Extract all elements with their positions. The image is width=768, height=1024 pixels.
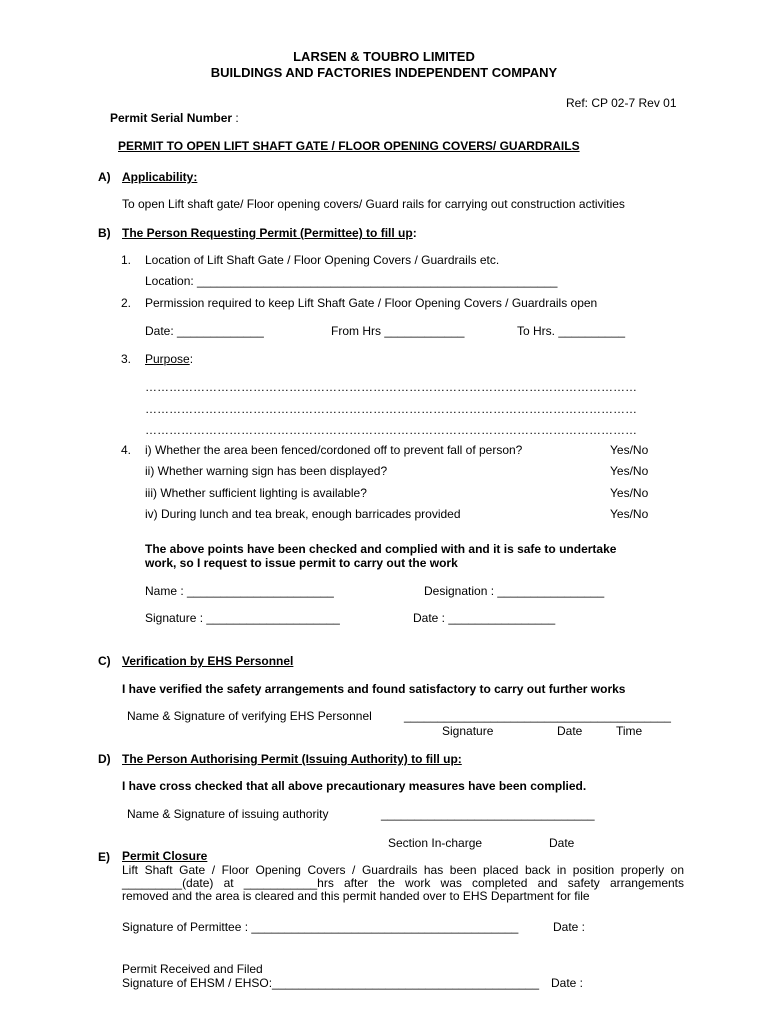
- permittee-closure-date[interactable]: Date :: [553, 920, 586, 934]
- section-c-statement: I have verified the safety arrangements and found satisfactory to carry out further works: [122, 682, 626, 696]
- section-d-statement: I have cross checked that all above precautionary measures have been complied.: [122, 779, 587, 793]
- check-question: iv) During lunch and tea break, enough barricades provided: [145, 507, 461, 521]
- purpose-colon: :: [189, 352, 194, 366]
- ref-number: Ref: CP 02-7 Rev 01: [566, 96, 677, 110]
- date-field[interactable]: Date: _____________: [145, 324, 264, 338]
- permittee-name-field[interactable]: Name : ______________________: [145, 584, 334, 598]
- section-c-letter: C): [98, 654, 111, 668]
- serial-number-label: Permit Serial Number: [110, 111, 233, 125]
- purpose-line-3[interactable]: ……………………………………………………………………………………………………………: [145, 423, 637, 437]
- ehs-col-time: Time: [616, 724, 643, 738]
- closure-para-line-1: Lift Shaft Gate / Floor Opening Covers / Guardrails has been placed back in position properly on: [122, 863, 684, 877]
- check-answer[interactable]: Yes/No: [610, 486, 649, 500]
- section-b-colon: :: [412, 226, 417, 240]
- check-answer[interactable]: Yes/No: [610, 507, 649, 521]
- section-b-letter: B): [98, 226, 111, 240]
- check-answer[interactable]: Yes/No: [610, 464, 649, 478]
- issuer-name-signature-label: Name & Signature of issuing authority: [127, 807, 329, 821]
- division-name: BUILDINGS AND FACTORIES INDEPENDENT COMPANY: [210, 65, 558, 80]
- purpose-line-1[interactable]: ……………………………………………………………………………………………………………: [145, 380, 637, 394]
- ehs-col-signature: Signature: [442, 724, 494, 738]
- permittee-closure-signature[interactable]: Signature of Permittee : ________________________________________: [122, 920, 519, 934]
- section-d-letter: D): [98, 752, 111, 766]
- serial-number-colon: :: [232, 111, 239, 125]
- ehs-name-signature-label: Name & Signature of verifying EHS Personnel: [127, 709, 372, 723]
- item-1-number: 1.: [121, 253, 132, 267]
- ehs-signature-line[interactable]: ________________________________________: [404, 709, 671, 723]
- check-question: iii) Whether sufficient lighting is available?: [145, 486, 367, 500]
- section-a-letter: A): [98, 170, 111, 184]
- section-b-heading-wrap: [122, 226, 417, 240]
- purpose-label-wrap: [145, 352, 193, 366]
- company-name: LARSEN & TOUBRO LIMITED: [293, 49, 475, 64]
- declaration-line-1: The above points have been checked and complied with and it is safe to undertake: [145, 542, 617, 556]
- item-2-number: 2.: [121, 296, 132, 310]
- check-question: i) Whether the area been fenced/cordoned off to prevent fall of person?: [145, 443, 523, 457]
- item-3-number: 3.: [121, 352, 132, 366]
- section-b-heading: The Person Requesting Permit (Permittee) to fill up: [122, 226, 413, 240]
- purpose-label: Purpose: [145, 352, 190, 366]
- issuer-signature-line[interactable]: ________________________________: [381, 807, 595, 821]
- to-hrs-field[interactable]: To Hrs. __________: [517, 324, 626, 338]
- permit-received-label: Permit Received and Filed: [122, 962, 263, 976]
- item-2-text: Permission required to keep Lift Shaft Gate / Floor Opening Covers / Guardrails open: [145, 296, 598, 310]
- permittee-date-field[interactable]: Date : ________________: [413, 611, 556, 625]
- ehs-col-date: Date: [557, 724, 583, 738]
- closure-para-line-2[interactable]: _________(date) at ___________hrs after the work was completed and safety arrangements: [122, 876, 684, 890]
- location-field[interactable]: Location: ______________________________________________________: [145, 274, 558, 288]
- issuer-col-date: Date: [549, 836, 575, 850]
- issuer-col-section: Section In-charge: [388, 836, 483, 850]
- applicability-text: To open Lift shaft gate/ Floor opening covers/ Guard rails for carrying out construction activities: [122, 197, 625, 211]
- section-e-heading: Permit Closure: [122, 849, 208, 863]
- declaration-line-2: work, so I request to issue permit to carry out the work: [145, 556, 458, 570]
- serial-number-field: [110, 111, 239, 125]
- permit-title: PERMIT TO OPEN LIFT SHAFT GATE / FLOOR OPENING COVERS/ GUARDRAILS: [118, 139, 580, 153]
- item-1-text: Location of Lift Shaft Gate / Floor Opening Covers / Guardrails etc.: [145, 253, 500, 267]
- section-a-heading: Applicability:: [122, 170, 198, 184]
- permittee-signature-field[interactable]: Signature : ____________________: [145, 611, 340, 625]
- check-question: ii) Whether warning sign has been displayed?: [145, 464, 388, 478]
- permittee-designation-field[interactable]: Designation : ________________: [424, 584, 605, 598]
- ehsm-date[interactable]: Date :: [551, 976, 584, 990]
- section-d-heading: The Person Authorising Permit (Issuing Authority) to fill up:: [122, 752, 462, 766]
- ehsm-signature[interactable]: Signature of EHSM / EHSO:________________________________________: [122, 976, 540, 990]
- section-e-letter: E): [98, 850, 110, 864]
- purpose-line-2[interactable]: ……………………………………………………………………………………………………………: [145, 402, 637, 416]
- section-c-heading: Verification by EHS Personnel: [122, 654, 294, 668]
- from-hrs-field[interactable]: From Hrs ____________: [331, 324, 465, 338]
- check-answer[interactable]: Yes/No: [610, 443, 649, 457]
- closure-para-line-3: removed and the area is cleared and this permit handed over to EHS Department for file: [122, 889, 590, 903]
- item-4-number: 4.: [121, 443, 132, 457]
